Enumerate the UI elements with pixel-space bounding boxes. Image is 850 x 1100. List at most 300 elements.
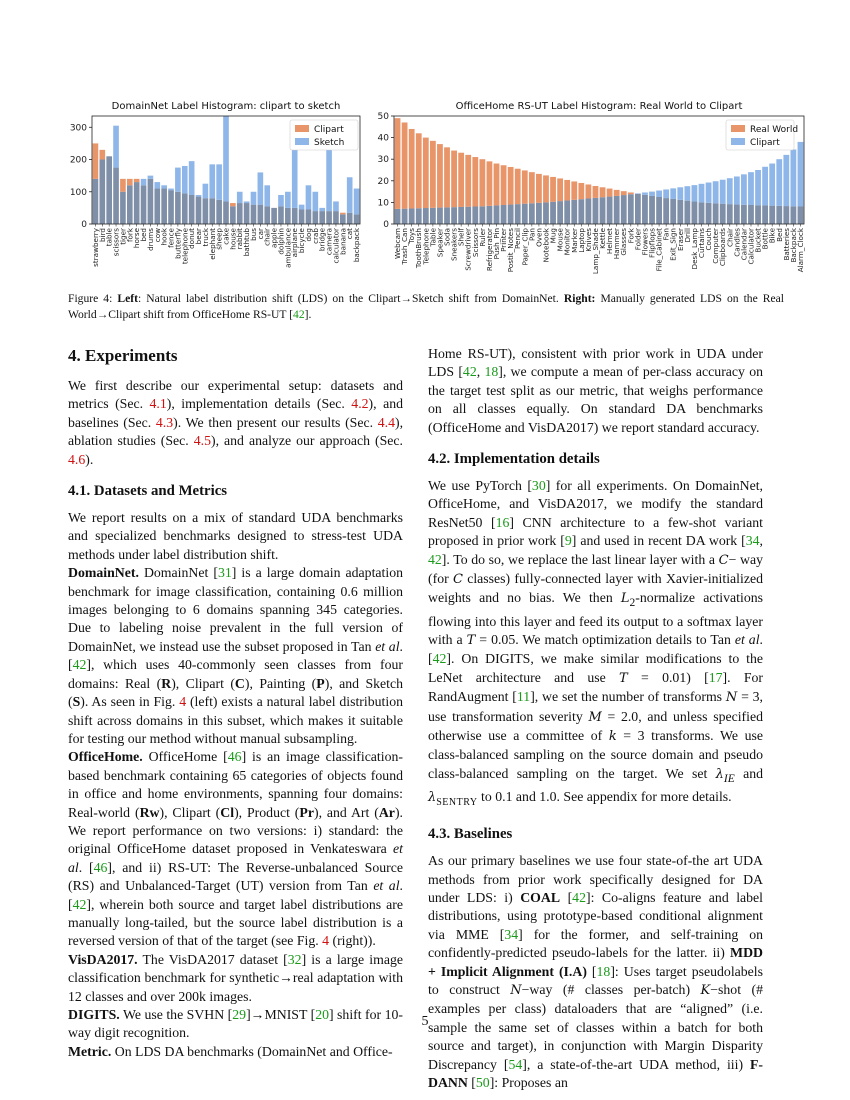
x-tick-label: telephone [180, 228, 190, 265]
bar-clipart [734, 176, 740, 204]
citation-link[interactable]: 46 [93, 859, 108, 875]
bar-sketch [326, 150, 332, 211]
x-tick-label: Folder [633, 228, 643, 251]
x-tick-label: Bike [767, 228, 777, 244]
y-tick-label: 30 [377, 155, 389, 166]
bar-real_world [451, 151, 457, 208]
x-tick-label: cake [221, 228, 231, 245]
bar-overlap [437, 208, 443, 224]
paragraph-officehome: OfficeHome. OfficeHome [46] is an image classification-based benchmark containing 65 categories of objects found in office and home environments, spanning four domains: Real-world (Rw), Clipart (Cl), Product (Pr), and Art (Ar). We report performance on two versions: i) standard: the original OfficeHome dataset proposed in Venkateswara et al. [46], and ii) RS-UT: The Reverse-unbalanced Source (RS) and Unbalanced-Target (UT) version from Tan et al. [42], wherein both source and target label distributions are manually long-tailed, but the source label distribution is a reversed version of that of the target (see Fig. 4 (right)). [68, 749, 403, 949]
bar-clipart [340, 213, 346, 215]
x-tick-label: car [255, 228, 265, 240]
bar-clipart [755, 170, 761, 205]
legend-swatch-clipart [731, 138, 745, 145]
bar-overlap [189, 195, 195, 224]
x-tick-label: File_Cabinet [654, 228, 664, 272]
bar-overlap [734, 205, 740, 224]
bar-sketch [251, 192, 257, 205]
bar-overlap [416, 208, 422, 224]
bar-real_world [614, 190, 620, 196]
citation-link[interactable]: 32 [287, 951, 302, 967]
x-tick-label: horse [132, 228, 142, 249]
section-link[interactable]: 4.6 [68, 451, 86, 467]
bar-overlap [458, 207, 464, 224]
x-tick-label: strawberry [90, 228, 100, 267]
x-tick-label: donut [187, 228, 197, 249]
x-tick-label: Lamp_Shade [590, 228, 600, 275]
x-tick-label: Speaker [435, 228, 445, 258]
bar-real_world [430, 141, 436, 208]
x-tick-label: Exit_Sign [668, 228, 678, 261]
bar-clipart [706, 183, 712, 203]
x-tick-label: ToothBrush [414, 228, 424, 269]
bar-sketch [203, 184, 209, 199]
bar-overlap [154, 189, 160, 224]
bar-sketch [182, 166, 188, 193]
bar-overlap [141, 185, 147, 224]
section-link[interactable]: 4.5 [193, 433, 211, 449]
bar-overlap [727, 204, 733, 224]
bar-overlap [614, 196, 620, 224]
bar-overlap [354, 214, 360, 224]
section-heading-experiments: 4. Experiments [68, 346, 178, 365]
bar-overlap [223, 201, 229, 224]
bar-overlap [264, 206, 270, 224]
bar-overlap [465, 207, 471, 224]
citation-link[interactable]: 42 [72, 896, 87, 912]
bar-overlap [769, 206, 775, 224]
bar-sketch [244, 201, 250, 203]
x-tick-label: tiger [118, 228, 128, 245]
bar-overlap [713, 203, 719, 224]
x-tick-label: calculator [331, 228, 341, 264]
bar-overlap [656, 197, 662, 224]
bar-overlap [748, 205, 754, 224]
x-tick-label: Fork [626, 228, 636, 244]
x-tick-label: bridge [317, 228, 327, 252]
bar-clipart [127, 179, 133, 185]
x-tick-label: Toys [407, 228, 417, 244]
bar-overlap [230, 206, 236, 224]
bar-real_world [607, 189, 613, 197]
bar-overlap [285, 208, 291, 224]
bar-overlap [692, 202, 698, 224]
citation-link[interactable]: 29 [232, 1007, 247, 1022]
bar-real_world [472, 157, 478, 206]
x-tick-label: Table [428, 228, 438, 247]
bar-real_world [564, 180, 570, 201]
bar-real_world [593, 186, 599, 198]
bar-clipart [663, 189, 669, 198]
bar-overlap [585, 199, 591, 224]
x-tick-label: Screwdriver [463, 228, 473, 271]
x-tick-label: bathtub [242, 228, 252, 257]
citation-link[interactable]: 34 [504, 926, 519, 942]
x-tick-label: Bed [774, 228, 784, 242]
bar-overlap [306, 209, 312, 224]
bar-real_world [536, 174, 542, 203]
citation-link[interactable]: 42 [428, 551, 442, 567]
bar-overlap [99, 160, 105, 224]
bar-overlap [340, 214, 346, 224]
y-tick-label: 50 [377, 112, 389, 122]
x-tick-label: Soda [442, 228, 452, 246]
bar-overlap [237, 203, 243, 224]
bar-overlap [684, 201, 690, 224]
bar-overlap [299, 209, 305, 224]
x-tick-label: Pan [527, 228, 537, 241]
bar-overlap [333, 211, 339, 224]
bar-overlap [557, 201, 563, 224]
x-tick-label: Flowers [640, 228, 650, 256]
x-tick-label: sheep [214, 228, 224, 250]
x-tick-label: Drill [682, 228, 692, 243]
bar-clipart [656, 191, 662, 197]
citation-link[interactable]: 42 [572, 890, 586, 905]
bar-sketch [223, 116, 229, 201]
bar-overlap [258, 205, 264, 224]
citation-link[interactable]: 20 [315, 1007, 329, 1022]
bar-clipart [776, 159, 782, 206]
y-tick-label: 200 [69, 155, 87, 166]
bar-overlap [600, 197, 606, 224]
chart-officehome-histogram [372, 96, 812, 286]
x-tick-label: Backpack [788, 228, 798, 263]
bar-sketch [306, 185, 312, 209]
bar-overlap [670, 199, 676, 224]
bar-sketch [333, 201, 339, 211]
bar-real_world [479, 159, 485, 206]
bar-overlap [93, 179, 99, 224]
bar-overlap [487, 206, 493, 224]
bar-overlap [543, 202, 549, 224]
bar-overlap [571, 200, 577, 224]
x-tick-label: Curtains [697, 228, 706, 259]
citation-link[interactable]: 42 [72, 657, 87, 673]
bar-real_world [515, 169, 521, 204]
bar-clipart [769, 164, 775, 206]
x-tick-label: Ruler [477, 228, 487, 247]
x-tick-label: Trash_Can [400, 228, 410, 265]
x-tick-label: Bottle [760, 228, 770, 250]
bar-overlap [209, 198, 215, 224]
bar-overlap [536, 203, 542, 224]
citation-link[interactable]: 18 [484, 364, 499, 380]
section-link[interactable]: 4.3 [155, 414, 174, 430]
citation-link[interactable]: 31 [217, 565, 232, 581]
x-tick-label: Monitor [562, 228, 572, 256]
bar-overlap [790, 206, 796, 224]
bar-overlap [161, 189, 167, 224]
x-tick-label: Bucket [753, 228, 763, 253]
x-tick-label: Laptop [576, 228, 586, 253]
bar-real_world [550, 177, 556, 202]
x-tick-label: Webcam [393, 228, 403, 260]
bar-overlap [347, 213, 353, 224]
bar-real_world [501, 165, 507, 205]
x-tick-label: Candles [732, 228, 742, 257]
bar-clipart [230, 203, 236, 206]
bar-real_world [508, 167, 514, 205]
bar-overlap [663, 198, 669, 224]
bar-real_world [628, 192, 634, 194]
chart-domainnet-histogram [56, 96, 368, 286]
bar-overlap [578, 199, 584, 224]
bar-overlap [313, 211, 319, 224]
bar-overlap [564, 200, 570, 224]
bar-overlap [628, 194, 634, 224]
bar-real_world [522, 170, 528, 203]
x-tick-label: Flipflops [647, 228, 657, 258]
x-tick-label: Eraser [675, 228, 685, 252]
bar-clipart [798, 142, 804, 207]
bar-real_world [423, 138, 429, 208]
chart-title: OfficeHome RS-UT Label Histogram: Real World to Clipart [455, 101, 743, 112]
bar-clipart [720, 180, 726, 204]
bar-real_world [465, 155, 471, 207]
bar-real_world [458, 153, 464, 207]
bar-clipart [120, 179, 126, 192]
bar-sketch [299, 205, 305, 210]
left-column [68, 345, 403, 1061]
x-tick-label: Telephone [421, 228, 431, 265]
bar-overlap [251, 205, 257, 224]
x-tick-label: Couch [704, 228, 714, 251]
bar-overlap [326, 211, 332, 224]
bar-overlap [515, 204, 521, 224]
bar-overlap [216, 200, 222, 224]
bar-overlap [113, 168, 119, 224]
citation-link[interactable]: 17 [708, 669, 723, 685]
bar-overlap [508, 205, 514, 224]
bar-clipart [93, 143, 99, 178]
bar-real_world [416, 133, 422, 208]
y-tick-label: 40 [377, 133, 389, 144]
bar-real_world [437, 144, 443, 208]
x-tick-label: apple [269, 228, 279, 248]
bar-overlap [677, 200, 683, 224]
bar-clipart [699, 184, 705, 203]
x-tick-label: Marker [569, 228, 579, 253]
x-tick-label: table [104, 228, 114, 247]
bar-real_world [571, 181, 577, 199]
bar-overlap [607, 197, 613, 224]
bar-overlap [430, 208, 436, 224]
bar-overlap [175, 192, 181, 224]
bar-sketch [189, 161, 195, 195]
bar-sketch [161, 185, 167, 188]
bar-clipart [684, 186, 690, 200]
y-tick-label: 10 [377, 198, 389, 209]
x-tick-label: Push_Pin [492, 228, 501, 260]
bar-real_world [621, 191, 627, 195]
x-tick-label: Alarm_Clock [795, 228, 805, 273]
bar-clipart [762, 167, 768, 206]
bar-sketch [264, 185, 270, 206]
bar-overlap [593, 198, 599, 224]
citation-link[interactable]: 42 [432, 651, 447, 667]
citation-link[interactable]: 46 [227, 749, 242, 765]
chart-legend [290, 120, 358, 150]
x-tick-label: camera [324, 228, 334, 256]
bar-clipart [677, 187, 683, 200]
citation-link[interactable]: 42 [293, 308, 305, 321]
x-tick-label: Glasses [619, 228, 629, 256]
paragraph-datasets: We report results on a mix of standard UDA benchmarks and specialized benchmarks designed to stress-test UDA methods under label distribution shift. [68, 510, 403, 562]
citation-link[interactable]: 30 [531, 478, 546, 494]
bar-overlap [479, 206, 485, 224]
x-tick-label: fork [125, 228, 135, 243]
bar-overlap [642, 195, 648, 224]
citation-link[interactable]: 34 [745, 533, 760, 549]
x-tick-label: Helmet [605, 228, 615, 255]
paragraph-metric: Metric. On LDS DA benchmarks (DomainNet and Office- [68, 1043, 393, 1059]
legend-swatch-clipart [295, 125, 309, 132]
bar-real_world [543, 175, 549, 202]
x-tick-label: house [228, 228, 238, 250]
bar-sketch [319, 208, 325, 211]
bar-sketch [216, 164, 222, 199]
bar-clipart [134, 179, 140, 182]
x-tick-label: ambulance [283, 228, 293, 268]
bar-overlap [203, 198, 209, 224]
x-tick-label: fence [166, 228, 176, 248]
bar-overlap [706, 203, 712, 224]
bar-overlap [395, 209, 401, 224]
citation-link[interactable]: 9 [564, 533, 572, 549]
paragraph-visda: VisDA2017. The VisDA2017 dataset [32] is a large image classification benchmark for synthetic→real adaptation with 12 classes and over 200k images. [68, 951, 403, 1004]
bar-clipart [741, 174, 747, 204]
x-tick-label: bus [248, 228, 258, 241]
bar-sketch [148, 176, 154, 179]
section-link[interactable]: 4.2 [351, 396, 369, 412]
section-link[interactable]: 4.4 [377, 414, 395, 430]
bar-overlap [292, 208, 298, 224]
x-tick-label: Refrigerator [484, 228, 494, 272]
bar-overlap [120, 192, 126, 224]
x-tick-label: Postit_Notes [506, 228, 516, 273]
x-tick-label: Mug [548, 228, 558, 244]
bar-overlap [550, 202, 556, 224]
bar-overlap [720, 204, 726, 224]
x-tick-label: Paper_Clip [520, 228, 530, 266]
bar-overlap [168, 190, 174, 224]
bar-sketch [209, 164, 215, 198]
bar-real_world [494, 164, 500, 206]
subsection-heading-baselines: 4.3. Baselines [428, 826, 513, 843]
legend-label: Real World [750, 125, 799, 135]
bar-clipart [670, 188, 676, 199]
x-tick-label: banana [338, 228, 348, 255]
bar-overlap [182, 193, 188, 224]
x-tick-label: hook [159, 228, 169, 246]
citation-link[interactable]: 54 [508, 1056, 523, 1072]
chart-title: DomainNet Label Histogram: clipart to sketch [111, 101, 341, 112]
x-tick-label: bed [139, 228, 149, 242]
x-tick-label: Printer [499, 228, 509, 252]
citation-link[interactable]: 16 [495, 514, 510, 530]
subsection-heading-implementation: 4.2. Implementation details [428, 451, 600, 468]
bar-real_world [409, 129, 415, 208]
bar-real_world [529, 172, 535, 203]
citation-link[interactable]: 42 [462, 364, 477, 380]
bar-sketch [258, 172, 264, 204]
figure-link[interactable]: 4 [322, 933, 330, 949]
bar-overlap [621, 195, 627, 224]
x-tick-label: dog [303, 228, 313, 242]
bar-real_world [600, 187, 606, 197]
section-link[interactable]: 4.1 [149, 396, 167, 412]
bar-real_world [487, 161, 493, 205]
bar-sketch [237, 192, 243, 203]
x-tick-label: Calendar [739, 228, 749, 261]
bar-overlap [444, 207, 450, 224]
paragraph-baselines: As our primary baselines we use four state-of-the art UDA methods from prior work specifically designed for DA under LDS: i) COAL [42]: Co-aligns feature and label distributions, using prototype-based conditional alignment via MME [34] for the former, and self-training on confidently-predicted pseudo-labels for the latter. ii) MDD + Implicit Alignment (I.A) [18]: Uses target pseudolabels to construct N−way (# classes per-batch) K−shot (# examples per class) dataloaders that are “aligned” (i.e. sample the same set of classes within a batch for both source and target), in conjunction with Margin Disparity Discrepancy [54], a state-of-the-art UDA method, iii) F-DANN [50]: Proposes an [428, 853, 764, 1091]
x-tick-label: bear [194, 228, 204, 245]
bar-overlap [783, 206, 789, 224]
y-tick-label: 0 [81, 220, 87, 230]
figure-4 [56, 96, 805, 286]
y-tick-label: 300 [69, 123, 87, 134]
bar-sketch [141, 179, 147, 185]
x-tick-label: Knives [583, 228, 593, 252]
bar-overlap [699, 202, 705, 224]
figure-caption: Figure 4: Left: Natural label distribution shift (LDS) on the Clipart→Sketch shift from DomainNet. Right: Manually generated LDS on the Real World→Clipart shift from OfficeHome RS-UT [42]. [68, 292, 785, 321]
x-tick-label: dolphin [276, 228, 286, 255]
bar-clipart [783, 155, 789, 206]
bar-real_world [402, 122, 408, 208]
bar-overlap [278, 206, 284, 224]
x-tick-label: cow [152, 228, 162, 243]
x-tick-label: bird [97, 228, 107, 242]
bar-sketch [347, 177, 353, 212]
citation-link[interactable]: 18 [596, 963, 611, 979]
bar-sketch [154, 182, 160, 188]
bar-overlap [106, 156, 112, 224]
bar-clipart [713, 181, 719, 203]
bar-sketch [292, 147, 298, 208]
bar-overlap [522, 204, 528, 224]
legend-swatch-real_world [731, 125, 745, 132]
x-tick-label: truck [200, 228, 210, 247]
bar-overlap [798, 207, 804, 224]
x-tick-label: rabbit [235, 228, 245, 250]
bar-overlap [635, 194, 641, 224]
bar-sketch [175, 168, 181, 192]
citation-link[interactable]: 11 [516, 689, 531, 705]
x-tick-label: Oven [534, 228, 544, 247]
x-tick-label: backpack [352, 228, 362, 263]
y-tick-label: 100 [69, 187, 87, 198]
bar-overlap [755, 205, 761, 224]
bar-overlap [649, 196, 655, 224]
citation-link[interactable]: 50 [475, 1075, 490, 1091]
x-tick-label: Fan [661, 228, 671, 241]
page-number: 5 [421, 1014, 429, 1029]
bar-clipart [649, 192, 655, 196]
chart-legend [726, 120, 798, 150]
bar-overlap [423, 208, 429, 224]
bar-overlap [494, 205, 500, 224]
x-tick-label: Notebook [541, 228, 551, 263]
bar-real_world [444, 147, 450, 207]
legend-swatch-sketch [295, 138, 309, 145]
bar-sketch [313, 192, 319, 211]
x-tick-label: Sneakers [449, 228, 459, 261]
x-tick-label: Hammer [612, 228, 622, 260]
figure-link[interactable]: 4 [179, 694, 187, 710]
x-tick-label: Mouse [555, 228, 565, 252]
